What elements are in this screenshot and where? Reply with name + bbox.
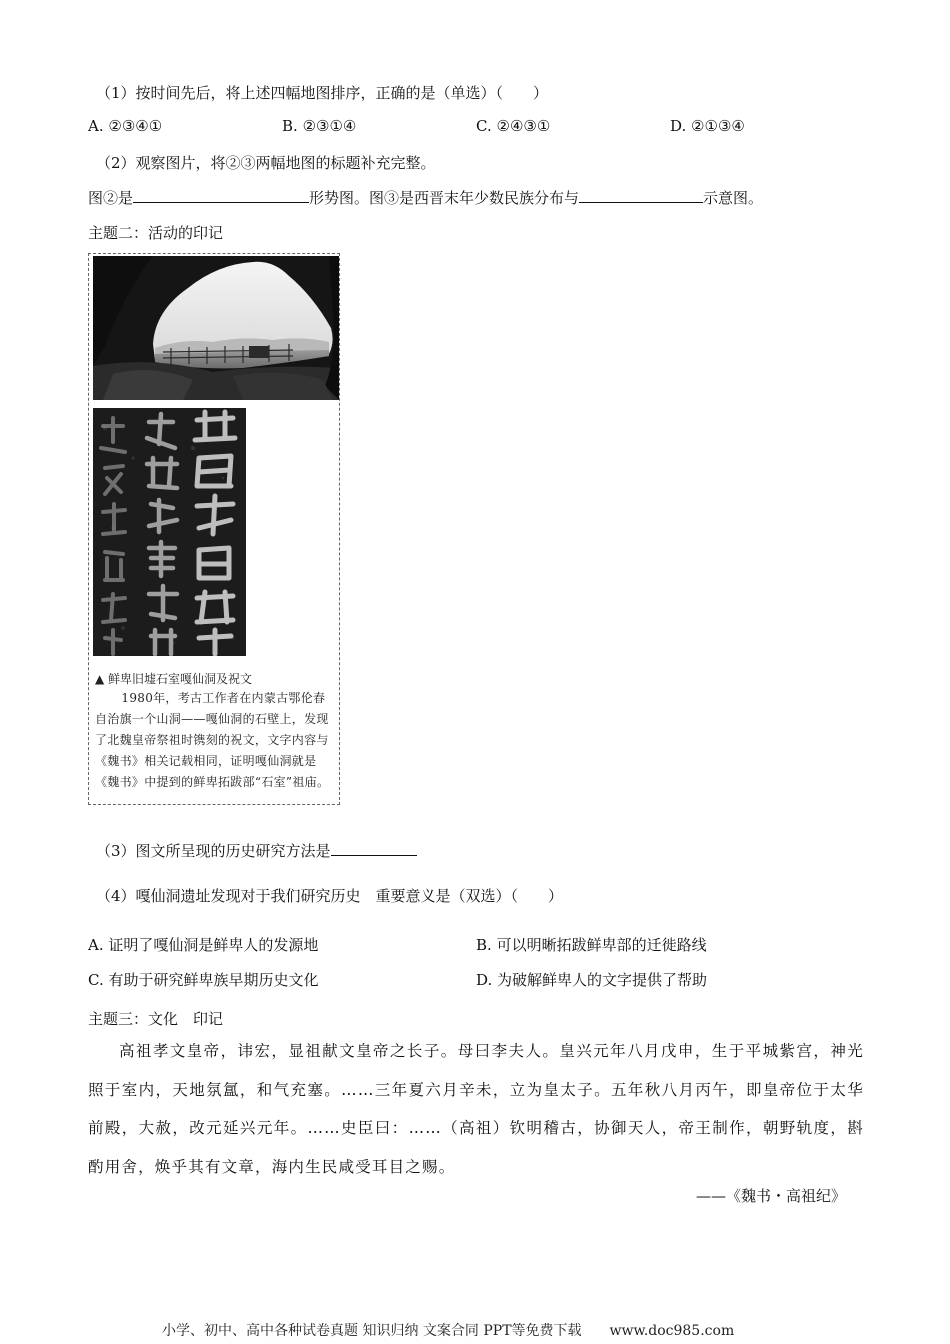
option-letter: D. — [476, 971, 493, 989]
q1-option-b — [282, 117, 356, 135]
q4-option-d — [476, 969, 707, 990]
option-letter: C. — [88, 971, 104, 989]
option-letter: B. — [476, 936, 492, 954]
q4-option-b — [476, 934, 707, 955]
q2-text-2: 形势图。图③是西晋末年少数民族分布与 — [309, 189, 580, 207]
theme2-title: 主题二：活动的印记 — [88, 224, 224, 242]
answer-blank-1[interactable] — [133, 188, 309, 203]
figure-caption-title: ▲ 鲜卑旧墟石室嘎仙洞及祝文 — [95, 672, 253, 686]
theme3-title: 主题三：文化 印记 — [88, 1010, 224, 1028]
q3-line — [96, 840, 417, 861]
option-text: 证明了嘎仙洞是鲜卑人的发源地 — [108, 936, 319, 954]
option-letter: C. — [476, 117, 492, 135]
inscription-rubbing-image — [93, 408, 246, 656]
gaxian-cave-figure — [88, 253, 340, 805]
option-letter: D. — [670, 117, 687, 135]
q1-option-a — [88, 117, 162, 135]
caption-paragraph: 1980年，考古工作者在内蒙古鄂伦春自治旗一个山洞——嘎仙洞的石壁上，发现了北魏皇帝祭祖时镌刻的祝文，文字内容与《魏书》相关记载相同，证明嘎仙洞就是《魏书》中提到的鲜卑拓跋部“石室”祖庙。 — [95, 691, 330, 789]
option-text: ②③①④ — [302, 117, 357, 135]
answer-blank-3[interactable] — [331, 841, 417, 856]
q4-stem: （4）嘎仙洞遗址发现对于我们研究历史 重要意义是（双选）（ ） — [96, 887, 564, 905]
option-text: ②①③④ — [691, 117, 745, 135]
passage-source: ——《魏书・高祖纪》 — [696, 1187, 847, 1205]
q4-option-c — [88, 969, 319, 990]
option-text: ②④③① — [496, 117, 551, 135]
weishu-passage: 高祖孝文皇帝，讳宏，显祖献文皇帝之长子。母曰李夫人。皇兴元年八月戊申，生于平城紫宫，神光照于室内，天地氛氲，和气充塞。……三年夏六月辛未，立为皇太子。五年秋八月丙午，即皇帝位于太华前殿，大赦，改元延兴元年。……史臣曰：……（高祖）钦明稽古，协御天人，帝王制作，朝野轨度，斟酌用舍，焕乎其有文章，海内生民咸受耳目之赐。 — [88, 1042, 864, 1176]
figure-caption-body — [95, 688, 335, 793]
q1-stem: （1）按时间先后，将上述四幅地图排序，正确的是（单选）（ ） — [96, 84, 549, 102]
option-letter: A. — [88, 936, 104, 954]
option-text: ②③④① — [108, 117, 163, 135]
q2-fill-line — [88, 187, 763, 208]
gaxian-cave-photo — [93, 256, 339, 400]
q2-text-3: 示意图。 — [703, 189, 764, 207]
option-text: 为破解鲜卑人的文字提供了帮助 — [497, 971, 708, 989]
q3-stem: （3）图文所呈现的历史研究方法是 — [96, 842, 331, 860]
option-text: 有助于研究鲜卑族早期历史文化 — [108, 971, 319, 989]
option-letter: B. — [282, 117, 298, 135]
q2-stem: （2）观察图片，将②③两幅地图的标题补充完整。 — [96, 154, 436, 172]
q1-option-d — [670, 117, 745, 135]
option-letter: A. — [88, 117, 104, 135]
q2-text-1: 图②是 — [88, 189, 134, 207]
q1-option-c — [476, 117, 550, 135]
page-footer: 小学、初中、高中各种试卷真题 知识归纳 文案合同 PPT等免费下载 www.doc985.com — [162, 1323, 735, 1339]
q4-option-a — [88, 934, 318, 955]
answer-blank-2[interactable] — [579, 188, 703, 203]
option-text: 可以明晰拓跋鲜卑部的迁徙路线 — [496, 936, 707, 954]
